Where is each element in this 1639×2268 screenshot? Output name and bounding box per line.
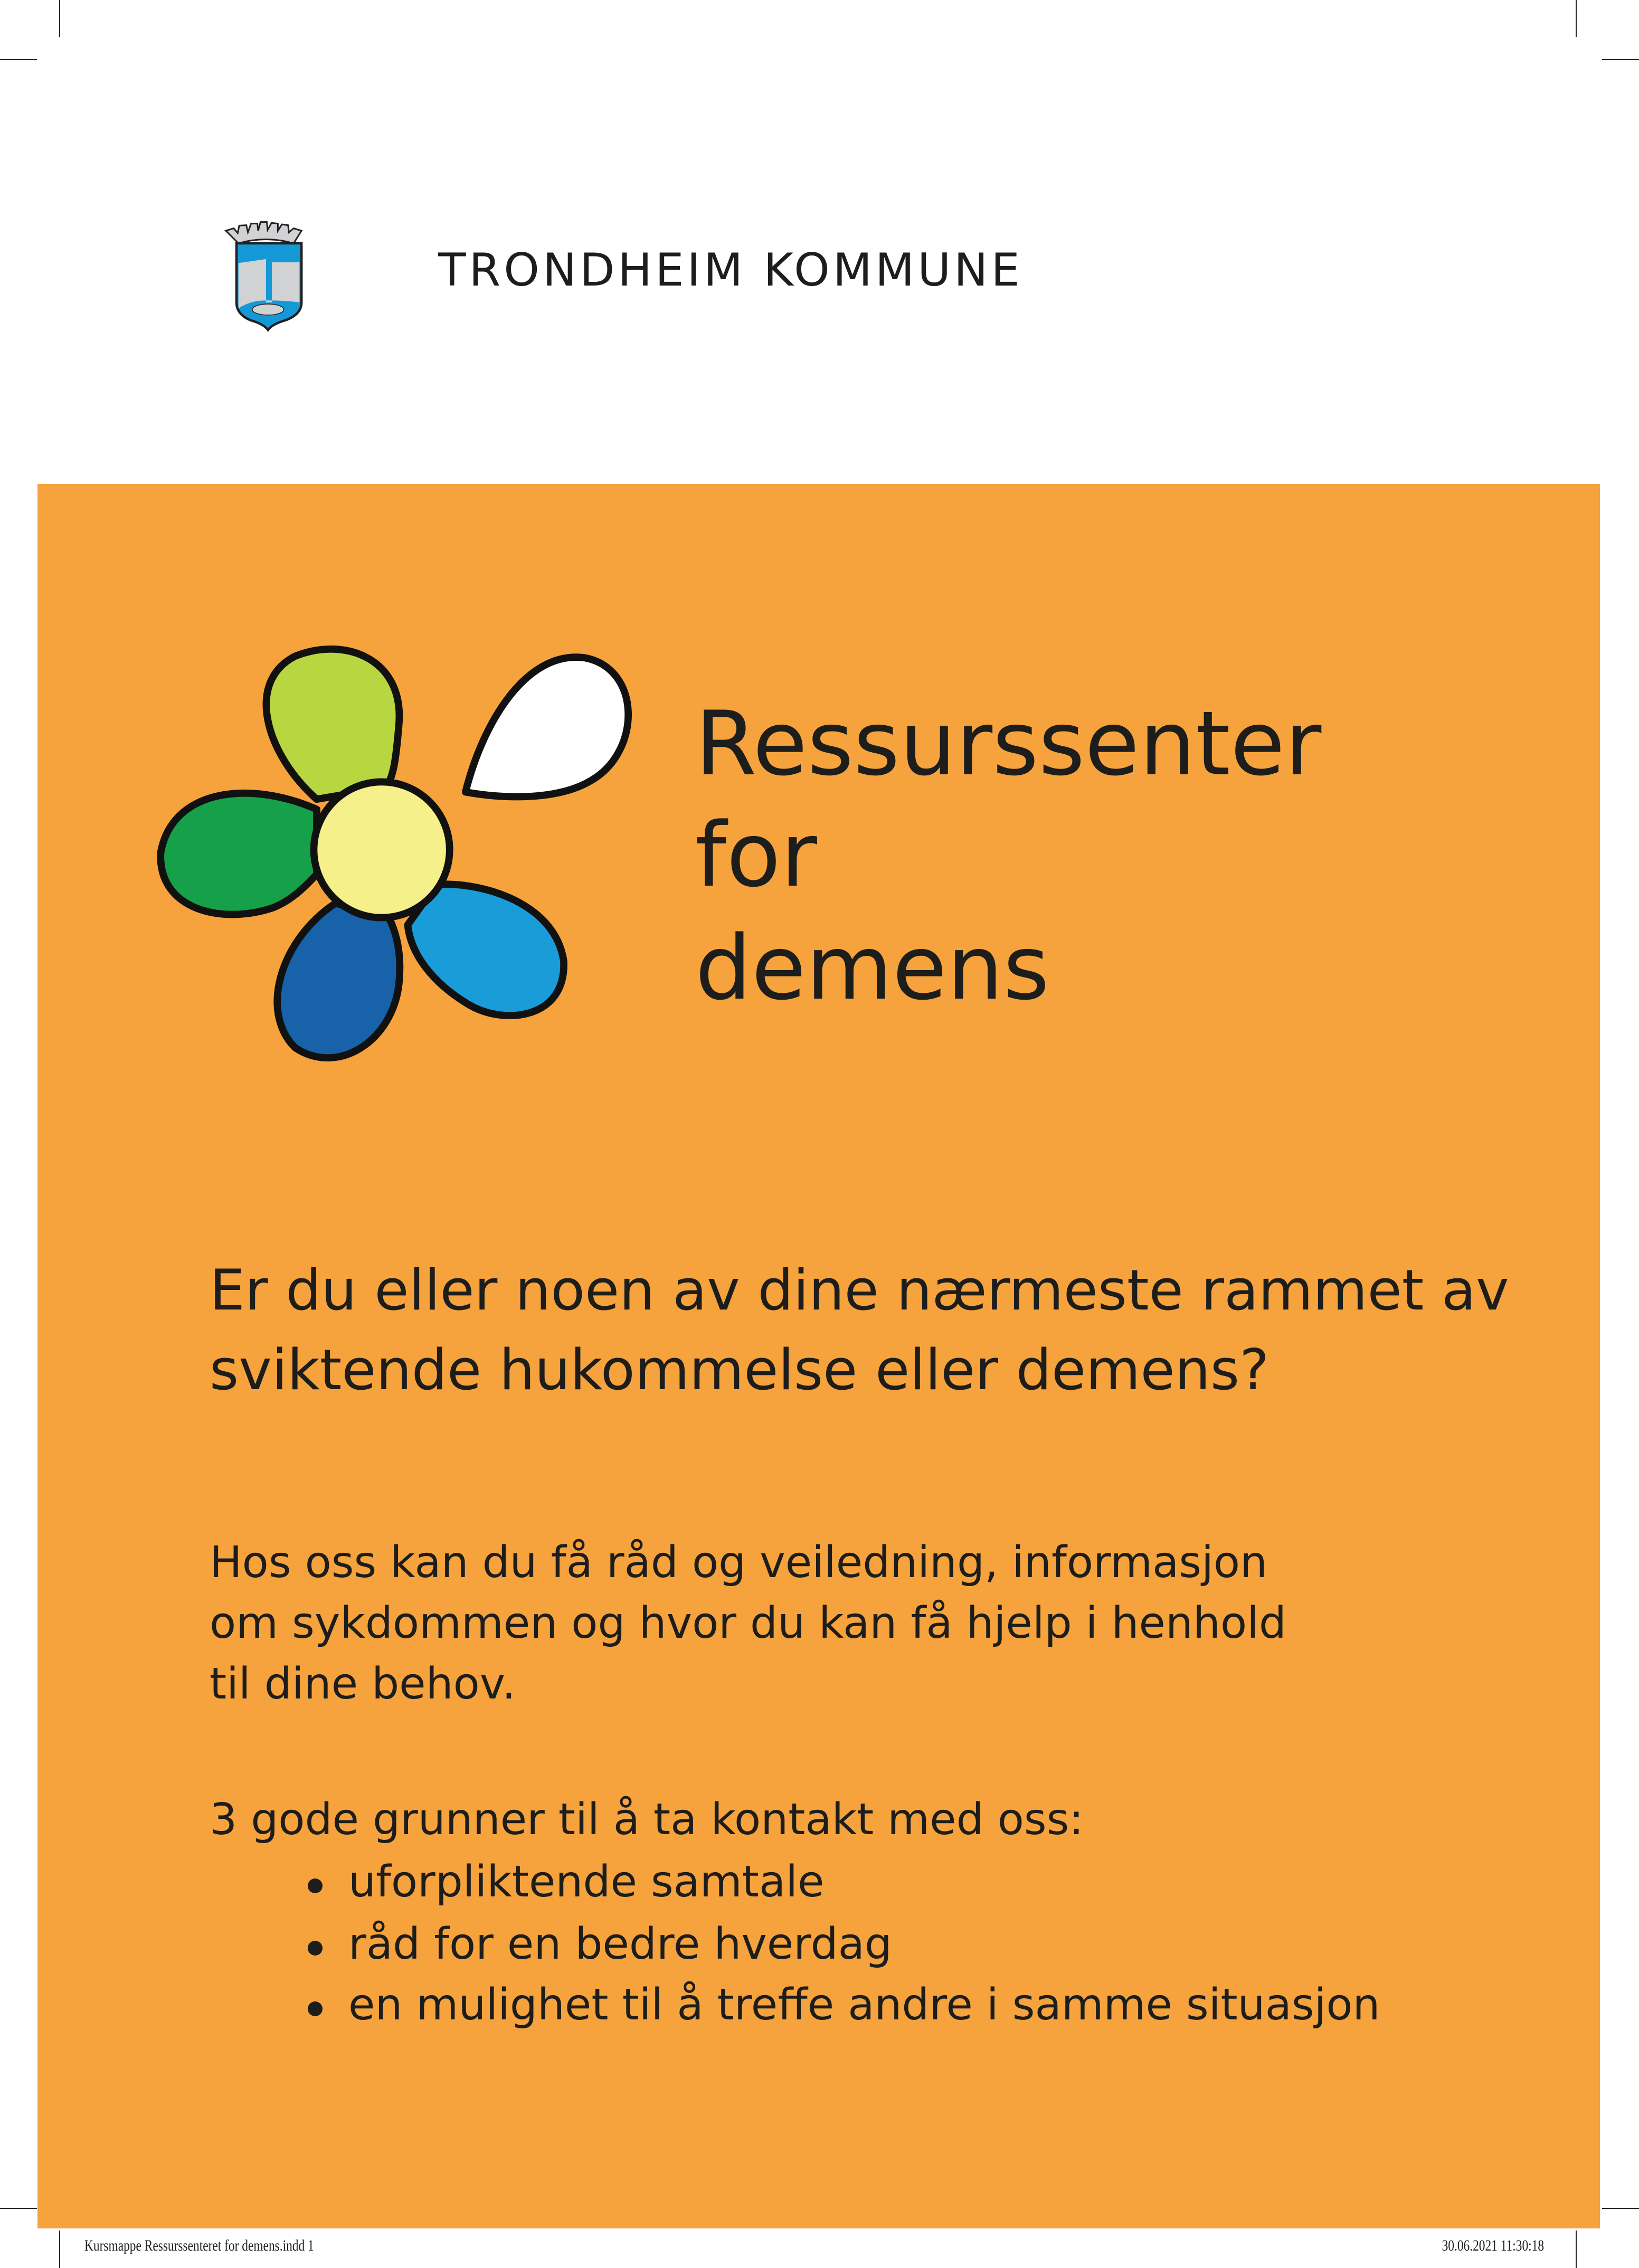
- title-line: Ressurssenter: [695, 692, 1322, 795]
- footer-filename: Kursmappe Ressurssenteret for demens.indd 1: [84, 2237, 314, 2254]
- reason-text: en mulighet til å treffe andre i samme situasjon: [348, 1980, 1380, 2030]
- reason-text: uforpliktende samtale: [348, 1857, 825, 1907]
- flower-logo-icon: [150, 636, 642, 1069]
- reason-text: råd for en bedre hverdag: [348, 1919, 892, 1969]
- question-line: Er du eller noen av dine nærmeste rammet av: [210, 1258, 1509, 1323]
- paragraph-line: Hos oss kan du få råd og veiledning, informasjon: [210, 1538, 1268, 1588]
- reason-item: [348, 1919, 892, 1969]
- title-line: demens: [695, 916, 1050, 1020]
- title-line: for: [695, 803, 817, 907]
- bullet-icon: [308, 1878, 323, 1893]
- crop-mark: [0, 59, 37, 60]
- crop-mark: [1602, 59, 1639, 60]
- crop-mark: [0, 2208, 37, 2209]
- reasons-heading: 3 gode grunner til å ta kontakt med oss:: [210, 1795, 1084, 1845]
- crop-mark: [1576, 0, 1577, 37]
- footer-timestamp: 30.06.2021 11:30:18: [1442, 2237, 1544, 2254]
- organization-name: TRONDHEIM KOMMUNE: [438, 244, 1023, 297]
- crop-mark: [1576, 2231, 1577, 2268]
- paragraph-line: til dine behov.: [210, 1659, 516, 1709]
- crop-mark: [59, 2231, 60, 2268]
- crop-mark: [1602, 2208, 1639, 2209]
- reason-item: [348, 1980, 1380, 2030]
- crop-mark: [59, 0, 60, 37]
- question-line: sviktende hukommelse eller demens?: [210, 1337, 1269, 1402]
- paragraph-line: om sykdommen og hvor du kan få hjelp i henhold: [210, 1598, 1286, 1648]
- coat-of-arms-icon: [207, 202, 325, 344]
- bullet-icon: [308, 2001, 323, 2016]
- reason-item: [348, 1857, 825, 1907]
- bullet-icon: [308, 1941, 323, 1956]
